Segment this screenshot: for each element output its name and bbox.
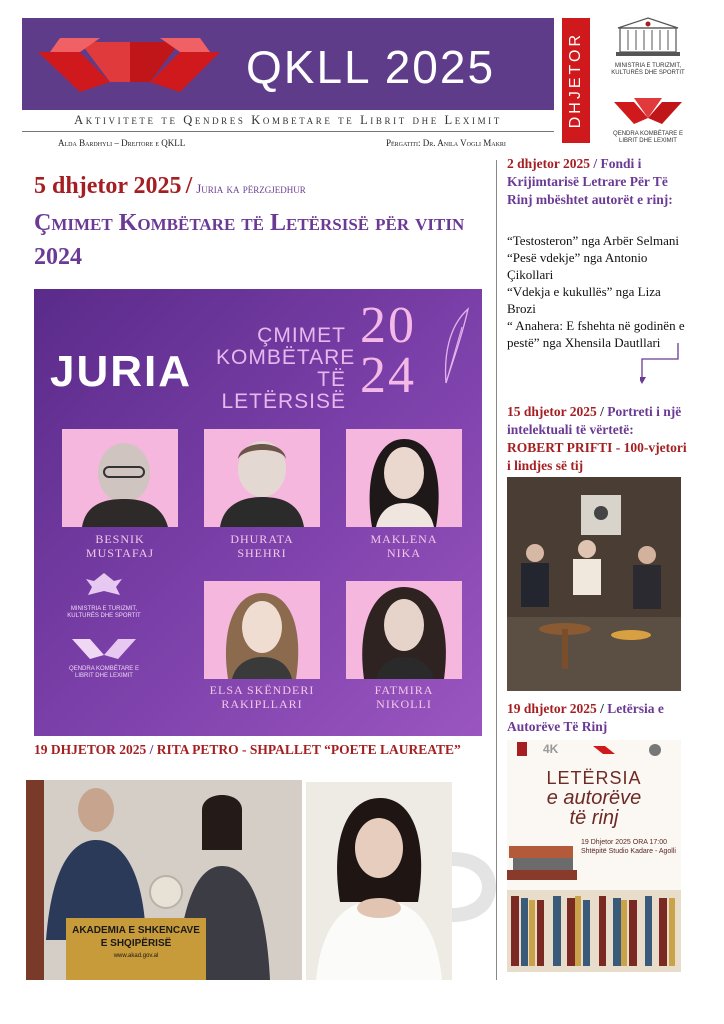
newsletter-subtitle: Aktivitete te Qendres Kombetare te Librit dhe Leximit <box>74 113 502 127</box>
poster-ministry-label: MINISTRIA E TURIZMIT, KULTURËS DHE SPORTIT <box>67 606 141 619</box>
jury-photo-nika <box>346 429 462 527</box>
jury-name-nika: MAKLENA NIKA <box>370 532 438 560</box>
jury-poster <box>34 289 482 736</box>
book-item: “Vdekja e kukullës” nga Liza Brozi <box>507 284 661 316</box>
newsletter-title: QKLL 2025 <box>246 41 496 93</box>
header-divider <box>22 131 554 132</box>
person-silhouette-icon <box>204 429 320 527</box>
author-credit: Alda Bardhyli – Drejtore e QKLL <box>58 138 186 148</box>
book-item: “Testosteron” nga Arbër Selmani <box>507 233 680 248</box>
poster-year-line2: 24 <box>360 347 416 404</box>
sidebar-prifti-date: 15 dhjetor 2025 <box>507 404 597 419</box>
main-subtitle: Juria ka përzgjedhur <box>196 181 306 196</box>
sidebar-fund-date: 2 dhjetor 2025 <box>507 156 590 171</box>
quill-icon <box>438 307 474 387</box>
sidebar-item-young-authors <box>507 700 687 736</box>
column-divider <box>496 160 497 980</box>
jury-photo-shehri <box>204 429 320 527</box>
sidebar-fund-separator: / <box>593 156 598 171</box>
jury-photo-nikolli <box>346 581 462 679</box>
poster-jury-word: JURIA <box>50 347 193 396</box>
poster-center-label: QENDRA KOMBËTARE E LIBRIT DHE LEXIMIT <box>69 666 139 679</box>
ministry-label: MINISTRIA E TURIZMIT, KULTURËS DHE SPORTIT <box>611 63 685 76</box>
jury-name-shehri: DHURATA SHEHRI <box>230 532 294 560</box>
jury-photo-skenderi <box>204 581 320 679</box>
person-silhouette-icon <box>62 429 178 527</box>
book-item: “Pesë vdekje” nga Antonio Çikollari <box>507 250 648 282</box>
center-logo-icon <box>64 635 144 661</box>
jury-name-mustafaj: BESNIK MUSTAFAJ <box>85 532 155 560</box>
sidebar-fund-title: Fondi i Krijimtarisë Letrare Për Të Rinj mbështet autorët e rinj: <box>507 156 673 207</box>
center-logo <box>608 96 688 146</box>
editor-credit: Përgatiti: Dr. Anila Vogli Makri <box>386 138 506 148</box>
poster-year-line1: 20 <box>360 297 416 354</box>
jury-name-nikolli: FATMIRA NIKOLLI <box>374 683 434 711</box>
sidebar-young-date: 19 dhjetor 2025 <box>507 701 597 716</box>
jury-photo-mustafaj <box>62 429 178 527</box>
portrait-scene-icon <box>306 782 452 980</box>
jury-name-skenderi: ELSA SKËNDERI RAKIPLLARI <box>209 683 315 711</box>
sidebar-item-fund <box>507 155 687 209</box>
award-ceremony-photo <box>26 780 302 980</box>
rita-date: 19 DHJETOR 2025 <box>34 742 147 757</box>
center-logo-icon <box>608 96 688 126</box>
person-silhouette-icon <box>346 581 462 679</box>
poster-prize-title: ÇMIMET KOMBËTARE TË LETËRSISË <box>216 324 356 413</box>
poster-ministry-logo <box>64 571 144 620</box>
down-arrow-icon <box>640 343 680 385</box>
sidebar-prifti-separator: / <box>600 404 604 419</box>
young-authors-poster <box>507 740 681 972</box>
poster-event-info: 19 Dhjetor 2025 ORA 17:00 Shtëpitë Studio Kadare - Agolli <box>581 839 676 855</box>
ministry-building-icon <box>608 14 688 58</box>
rita-separator: / <box>149 742 154 757</box>
main-article-date <box>34 173 306 200</box>
ministry-logo <box>608 14 688 92</box>
month-tab-label: DHJETOR <box>567 32 584 129</box>
sidebar-item-prifti <box>507 403 687 475</box>
prifti-event-photo <box>507 477 681 691</box>
main-date: 5 dhjetor 2025 <box>34 173 182 199</box>
month-tab-label-wrap <box>562 18 590 143</box>
sidebar-young-separator: / <box>600 701 604 716</box>
decorative-grey-shape-icon <box>452 842 496 932</box>
rita-text: RITA PETRO - SHPALLET “POETE LAUREATE” <box>156 742 461 757</box>
sidebar-young-title: Letërsia e Autorëve Të Rinj <box>507 701 664 734</box>
eagle-emblem-icon <box>64 571 144 601</box>
rita-portrait-photo <box>306 782 452 980</box>
qkll-logo-icon <box>30 28 230 98</box>
rita-caption <box>34 742 461 758</box>
main-headline: Çmimet Kombëtare të Letërsisë për vitin 2024 <box>34 210 465 270</box>
sidebar-prifti-title: Portreti i një intelektuali të vërtetë: <box>507 404 682 437</box>
book-item: “ Anahera: E fshehta në godinën e pestë” nga Xhensila Dautllari <box>507 318 685 350</box>
person-silhouette-icon <box>204 581 320 679</box>
center-label: QENDRA KOMBËTARE E LIBRIT DHE LEXIMIT <box>613 131 683 144</box>
event-scene-icon <box>507 477 681 691</box>
poster-badge: 4K <box>543 742 559 756</box>
plaque-text: AKADEMIA E SHKENCAVE E SHQIPËRISË www.akad.gov.al <box>72 925 200 959</box>
poster-center-logo <box>64 635 144 680</box>
person-silhouette-icon <box>346 429 462 527</box>
poster-title: LETËRSIA e autorëve të rinj <box>546 768 642 829</box>
main-date-separator: / <box>185 173 193 199</box>
poster-year <box>360 297 416 404</box>
book-list <box>507 232 687 351</box>
sidebar-prifti-highlight: ROBERT PRIFTI - 100-vjetori i lindjes së tij <box>507 440 687 473</box>
